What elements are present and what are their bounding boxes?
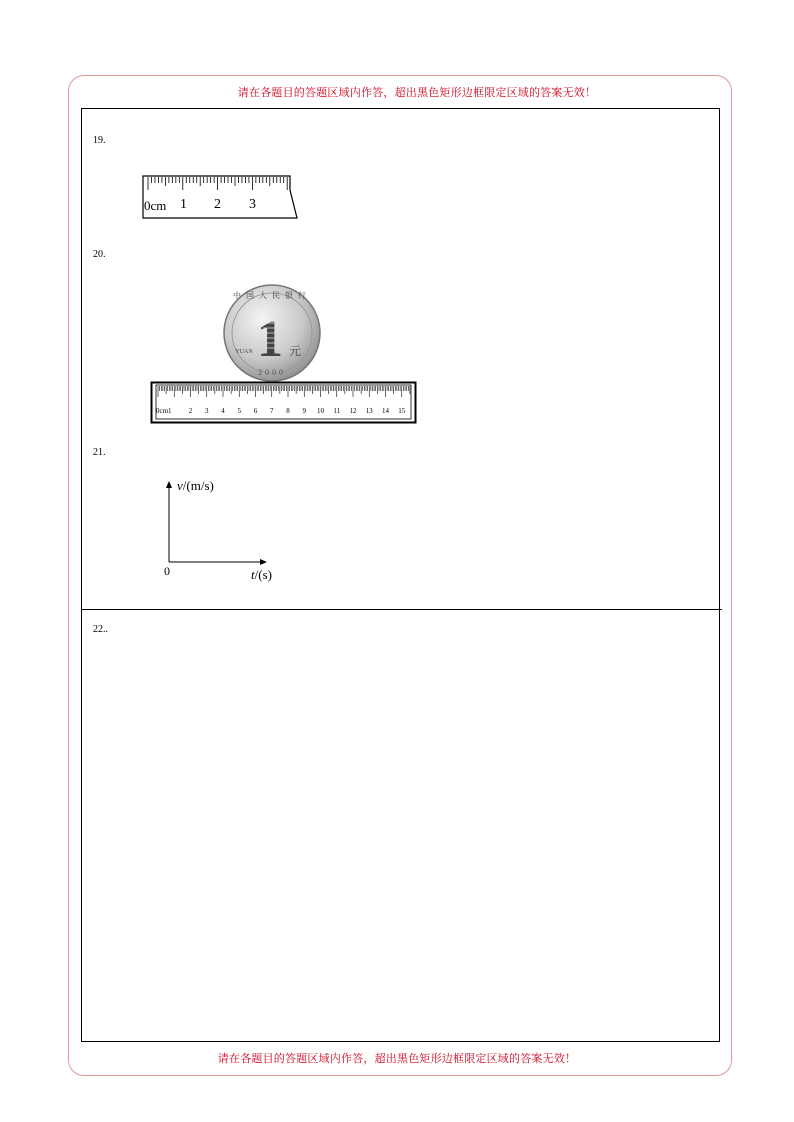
question-21-number: 21. — [93, 447, 106, 458]
q20-ruler-label: 13 — [365, 407, 373, 415]
question-20-number: 20. — [93, 249, 106, 260]
coin-digit: 1 — [257, 311, 283, 368]
coin-side-text: YUAN — [235, 349, 253, 355]
vt-graph-axes — [155, 474, 285, 586]
q20-ruler-label: 12 — [349, 407, 357, 415]
coin-image — [220, 283, 324, 383]
section-divider — [81, 609, 722, 610]
q20-ruler-label: 0cm1 — [156, 407, 172, 415]
q20-ruler-label: 15 — [398, 407, 406, 415]
q20-ruler-label: 10 — [317, 407, 324, 415]
coin-rim-text: 中国人民银行 — [233, 291, 311, 300]
v-axis-label: v/(m/s) — [177, 478, 214, 493]
t-axis-label: t/(s) — [251, 567, 272, 582]
q19-label-2: 2 — [214, 197, 221, 212]
q20-ruler — [150, 381, 418, 425]
q20-ruler-label: 8 — [286, 407, 290, 415]
q19-ruler — [140, 172, 300, 222]
top-notice: 请在各题目的答题区域内作答，超出黑色矩形边框限定区域的答案无效！ — [237, 86, 597, 99]
coin-unit: 元 — [288, 344, 302, 358]
q20-ruler-label: 3 — [205, 407, 209, 415]
q20-ruler-label: 11 — [333, 407, 341, 415]
q19-label-3: 3 — [249, 197, 256, 212]
bottom-notice: 请在各题目的答题区域内作答，超出黑色矩形边框限定区域的答案无效！ — [217, 1052, 577, 1065]
origin-label: 0 — [164, 564, 170, 578]
v-axis-arrow — [166, 481, 172, 488]
q19-label-1: 1 — [180, 197, 187, 212]
q20-ruler-label: 7 — [270, 407, 274, 415]
q20-ruler-label: 9 — [302, 407, 306, 415]
q20-ruler-label: 5 — [237, 407, 241, 415]
q20-ruler-label: 6 — [253, 407, 258, 415]
question-22-number: 22.. — [93, 624, 108, 635]
coin-year: 2000 — [258, 368, 286, 377]
t-axis-arrow — [260, 559, 267, 565]
q20-ruler-label: 14 — [382, 407, 389, 415]
question-19-number: 19. — [93, 135, 106, 146]
q20-ruler-label: 4 — [221, 407, 225, 415]
q19-label-0: 0cm — [144, 198, 167, 213]
q20-ruler-label: 2 — [188, 407, 193, 415]
